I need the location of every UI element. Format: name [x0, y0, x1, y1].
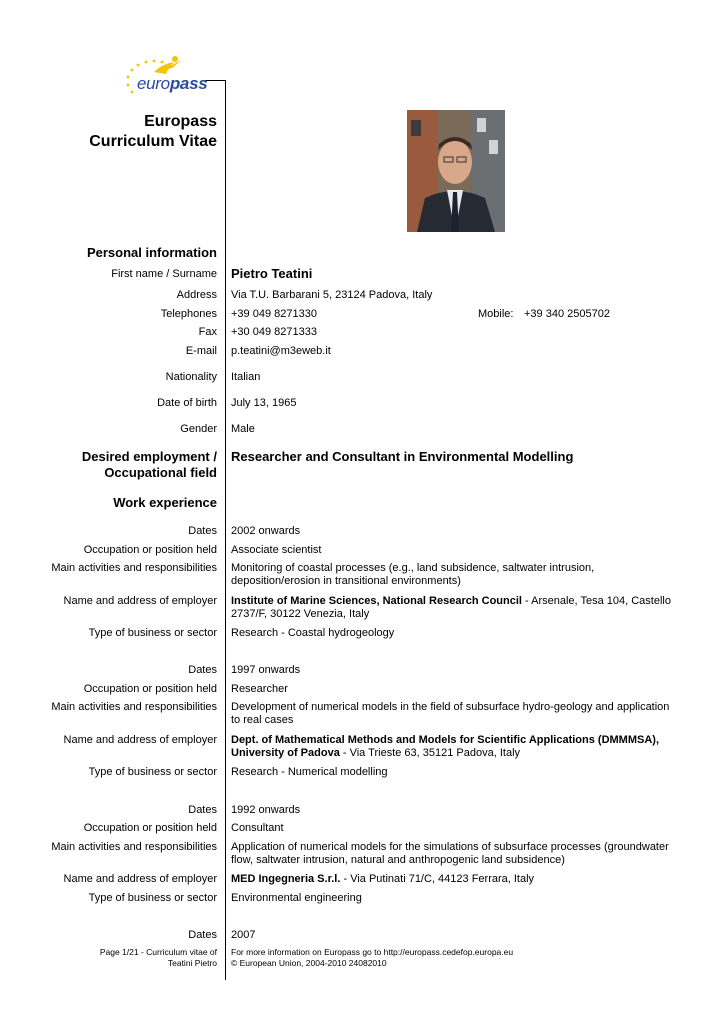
- gender-value: Male: [231, 423, 255, 435]
- profile-photo: [407, 110, 505, 232]
- email-label: E-mail: [185, 345, 217, 357]
- footer-page-info: Page 1/21 - Curriculum vitae of Teatini Pietro: [99, 947, 217, 968]
- work-employer: Institute of Marine Sciences, National Research Council - Arsenale, Tesa 104, Castello 2737/F, 30122 Venezia, Italy: [231, 595, 671, 620]
- address-value: Via T.U. Barbarani 5, 23124 Padova, Italy: [231, 289, 433, 301]
- activities-label: Main activities and responsibilities: [51, 562, 217, 574]
- dob-value: July 13, 1965: [231, 397, 297, 409]
- fax-value: +30 049 8271333: [231, 326, 317, 338]
- work-business: Research - Coastal hydrogeology: [231, 627, 395, 639]
- work-occupation: Consultant: [231, 822, 284, 834]
- desired-employment-value: Researcher and Consultant in Environmental Modelling: [231, 449, 574, 464]
- telephone-value: +39 049 8271330: [231, 308, 317, 320]
- work-dates: 2007: [231, 929, 256, 941]
- cv-title: [89, 112, 217, 152]
- personal-info-heading: Personal information: [86, 245, 217, 260]
- footer-europass-info: [231, 947, 513, 969]
- gender-label: Gender: [180, 423, 217, 435]
- occupation-label: Occupation or position held: [83, 822, 217, 834]
- nationality-value: Italian: [231, 371, 261, 383]
- full-name: Pietro Teatini: [231, 266, 313, 281]
- mobile-value: +39 340 2505702: [524, 308, 610, 320]
- work-dates: 1997 onwards: [231, 664, 301, 676]
- column-divider: [225, 80, 226, 980]
- fax-label: Fax: [198, 326, 217, 338]
- telephones-label: Telephones: [160, 308, 217, 320]
- employer-label: Name and address of employer: [63, 734, 217, 746]
- business-label: Type of business or sector: [88, 892, 217, 904]
- dates-label: Dates: [188, 804, 217, 816]
- dob-label: Date of birth: [157, 397, 217, 409]
- cv-title-line2: Curriculum Vitae: [89, 133, 217, 150]
- work-occupation: Researcher: [231, 683, 288, 695]
- mobile-label: Mobile:: [478, 308, 514, 320]
- work-dates: 2002 onwards: [231, 525, 301, 537]
- address-label: Address: [176, 289, 217, 301]
- employer-label: Name and address of employer: [63, 873, 217, 885]
- work-employer: MED Ingegneria S.r.l. - Via Putinati 71/C, 44123 Ferrara, Italy: [231, 873, 535, 885]
- email-value[interactable]: p.teatini@m3eweb.it: [231, 345, 331, 357]
- activities-label: Main activities and responsibilities: [51, 701, 217, 713]
- work-occupation: Associate scientist: [231, 544, 322, 556]
- occupation-label: Occupation or position held: [83, 683, 217, 695]
- dates-label: Dates: [188, 525, 217, 537]
- desired-employment-heading: Desired employment / Occupational field: [81, 449, 217, 480]
- nationality-label: Nationality: [165, 371, 217, 383]
- dates-label: Dates: [188, 929, 217, 941]
- work-business: Environmental engineering: [231, 892, 362, 904]
- name-label: First name / Surname: [111, 268, 217, 280]
- employer-label: Name and address of employer: [63, 595, 217, 607]
- business-label: Type of business or sector: [88, 627, 217, 639]
- work-business: Research - Numerical modelling: [231, 766, 388, 778]
- work-activities: Development of numerical models in the field of subsurface hydro-geology and application to real cases: [231, 701, 670, 726]
- activities-label: Main activities and responsibilities: [51, 841, 217, 853]
- footer-copyright: © European Union, 2004-2010 24082010: [231, 958, 387, 968]
- cv-title-line1: Europass: [144, 113, 217, 130]
- work-activities: Monitoring of coastal processes (e.g., land subsidence, saltwater intrusion, deposition/erosion in transitional environments): [231, 562, 595, 587]
- work-activities: Application of numerical models for the simulations of subsurface processes (groundwater flow, saltwater intrusion, natural and anthropogenic land subsidence): [231, 841, 669, 866]
- work-experience-heading: Work experience: [113, 495, 217, 510]
- footer-link[interactable]: For more information on Europass go to http://europass.cedefop.europa.eu: [231, 947, 514, 957]
- work-dates: 1992 onwards: [231, 804, 301, 816]
- europass-logo-text: europass: [137, 74, 208, 93]
- work-employer: Dept. of Mathematical Methods and Models for Scientific Applications (DMMMSA), University of Padova - Via Trieste 63, 35121 Padova, Italy: [231, 734, 660, 759]
- dates-label: Dates: [188, 664, 217, 676]
- occupation-label: Occupation or position held: [83, 544, 217, 556]
- business-label: Type of business or sector: [88, 766, 217, 778]
